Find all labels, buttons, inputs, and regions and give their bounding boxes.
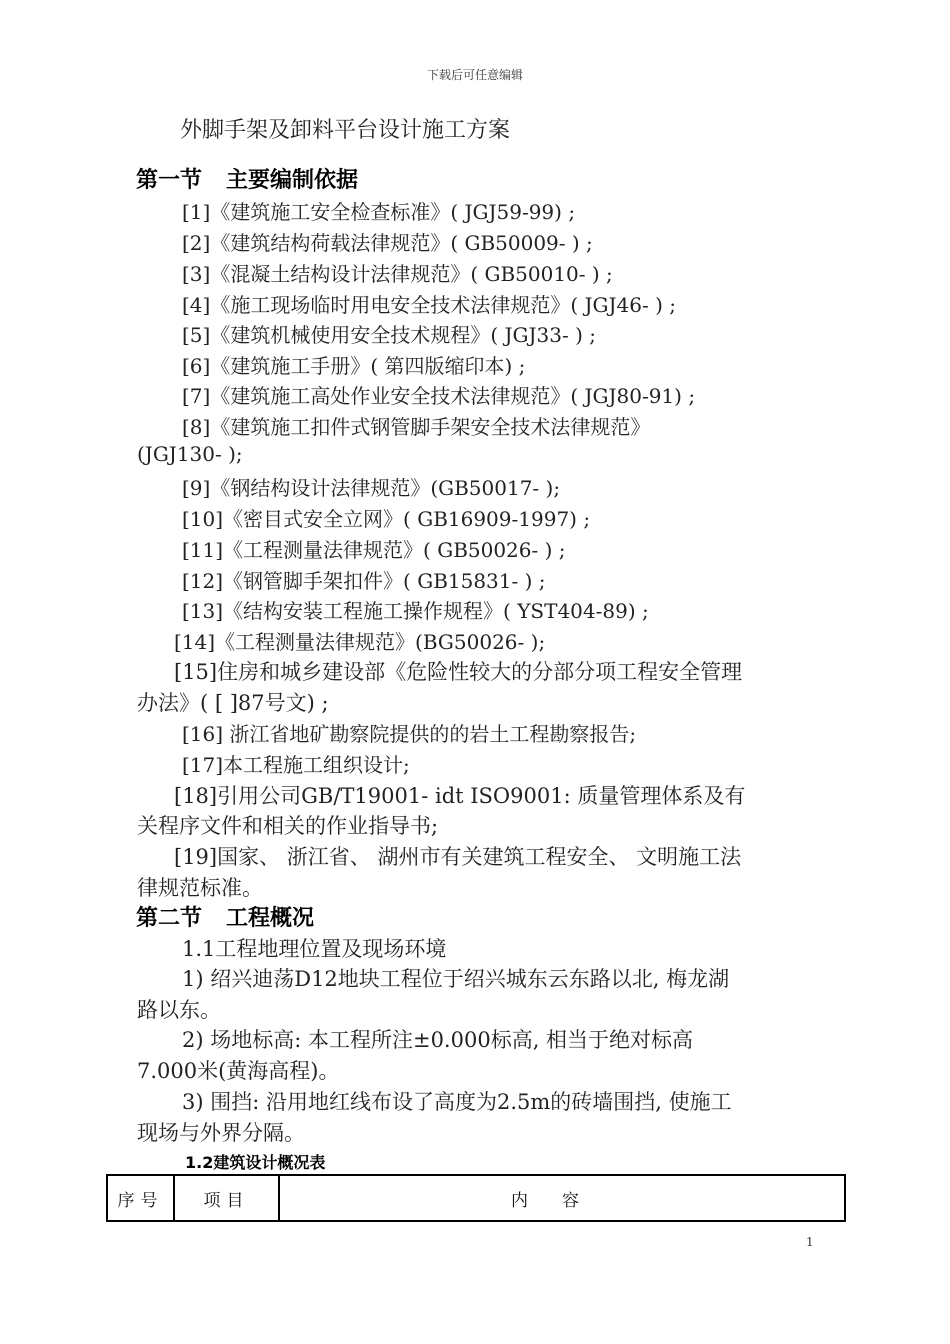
reference-item: [2]《建筑结构荷载法律规范》( GB50009- ) ;: [182, 231, 593, 255]
overview-paragraph: 1) 绍兴迪荡D12地块工程位于绍兴城东云东路以北, 梅龙湖: [182, 967, 730, 991]
overview-paragraph: 2) 场地标高: 本工程所注±0.000标高, 相当于绝对标高: [182, 1028, 694, 1052]
reference-item-continued: 关程序文件和相关的作业指导书;: [137, 814, 439, 838]
reference-item: [12]《钢管脚手架扣件》( GB15831- ) ;: [182, 569, 546, 593]
reference-item: [19]国家、 浙江省、 湖州市有关建筑工程安全、 文明施工法: [174, 845, 742, 869]
reference-item: [17]本工程施工组织设计;: [182, 753, 410, 777]
section-1-heading: [136, 163, 358, 194]
column-header-content: 内容: [279, 1175, 845, 1221]
column-header-item: 项目: [174, 1175, 279, 1221]
reference-item-continued: (JGJ130- );: [137, 442, 243, 466]
page-header: 下载后可任意编辑: [426, 68, 523, 82]
reference-item: [14]《工程测量法律规范》(BG50026- );: [174, 630, 546, 654]
table-title: 1.2建筑设计概况表: [185, 1153, 326, 1172]
section-2-heading: [136, 901, 314, 932]
reference-item-continued: 律规范标准。: [137, 876, 263, 900]
overview-paragraph: 3) 围挡: 沿用地红线布设了高度为2.5m的砖墙围挡, 使施工: [182, 1090, 732, 1114]
reference-item: [6]《建筑施工手册》( 第四版缩印本) ;: [182, 354, 526, 378]
section-1-name: 主要编制依据: [226, 168, 359, 193]
reference-item-continued: 办法》( [ ]87号文) ;: [137, 691, 329, 715]
document-title: 外脚手架及卸料平台设计施工方案: [180, 118, 511, 143]
reference-item: [7]《建筑施工高处作业安全技术法律规范》( JGJ80-91) ;: [182, 384, 696, 408]
reference-item: [11]《工程测量法律规范》( GB50026- ) ;: [182, 538, 566, 562]
reference-item: [4]《施工现场临时用电安全技术法律规范》( JGJ46- ) ;: [182, 293, 676, 317]
overview-paragraph-continued: 7.000米(黄海高程)。: [137, 1059, 340, 1083]
section-2-number: 第二节: [136, 906, 203, 931]
reference-item: [1]《建筑施工安全检查标准》( JGJ59-99) ;: [182, 200, 576, 224]
reference-item: [10]《密目式安全立网》( GB16909-1997) ;: [182, 507, 591, 531]
reference-item: [18]引用公司GB/T19001- idt ISO9001: 质量管理体系及有: [174, 784, 746, 808]
section-2-name: 工程概况: [226, 906, 315, 931]
column-header-serial: 序号: [107, 1175, 174, 1221]
reference-item: [5]《建筑机械使用安全技术规程》( JGJ33- ) ;: [182, 323, 596, 347]
overview-paragraph-continued: 路以东。: [137, 998, 221, 1022]
section-1-number: 第一节: [136, 168, 203, 193]
reference-item: [15]住房和城乡建设部《危险性较大的分部分项工程安全管理: [174, 660, 743, 684]
reference-item: [3]《混凝土结构设计法律规范》( GB50010- ) ;: [182, 262, 613, 286]
building-design-table: [106, 1174, 846, 1222]
overview-subheading: 1.1工程地理位置及现场环境: [182, 937, 447, 961]
reference-item: [9]《钢结构设计法律规范》(GB50017- );: [182, 476, 561, 500]
overview-paragraph-continued: 现场与外界分隔。: [137, 1121, 305, 1145]
page-number: 1: [806, 1235, 814, 1249]
table-header-row: [107, 1175, 845, 1221]
reference-item: [16] 浙江省地矿勘察院提供的的岩土工程勘察报告;: [182, 722, 637, 746]
reference-item: [8]《建筑施工扣件式钢管脚手架安全技术法律规范》: [182, 415, 651, 439]
reference-item: [13]《结构安装工程施工操作规程》( YST404-89) ;: [182, 599, 649, 623]
